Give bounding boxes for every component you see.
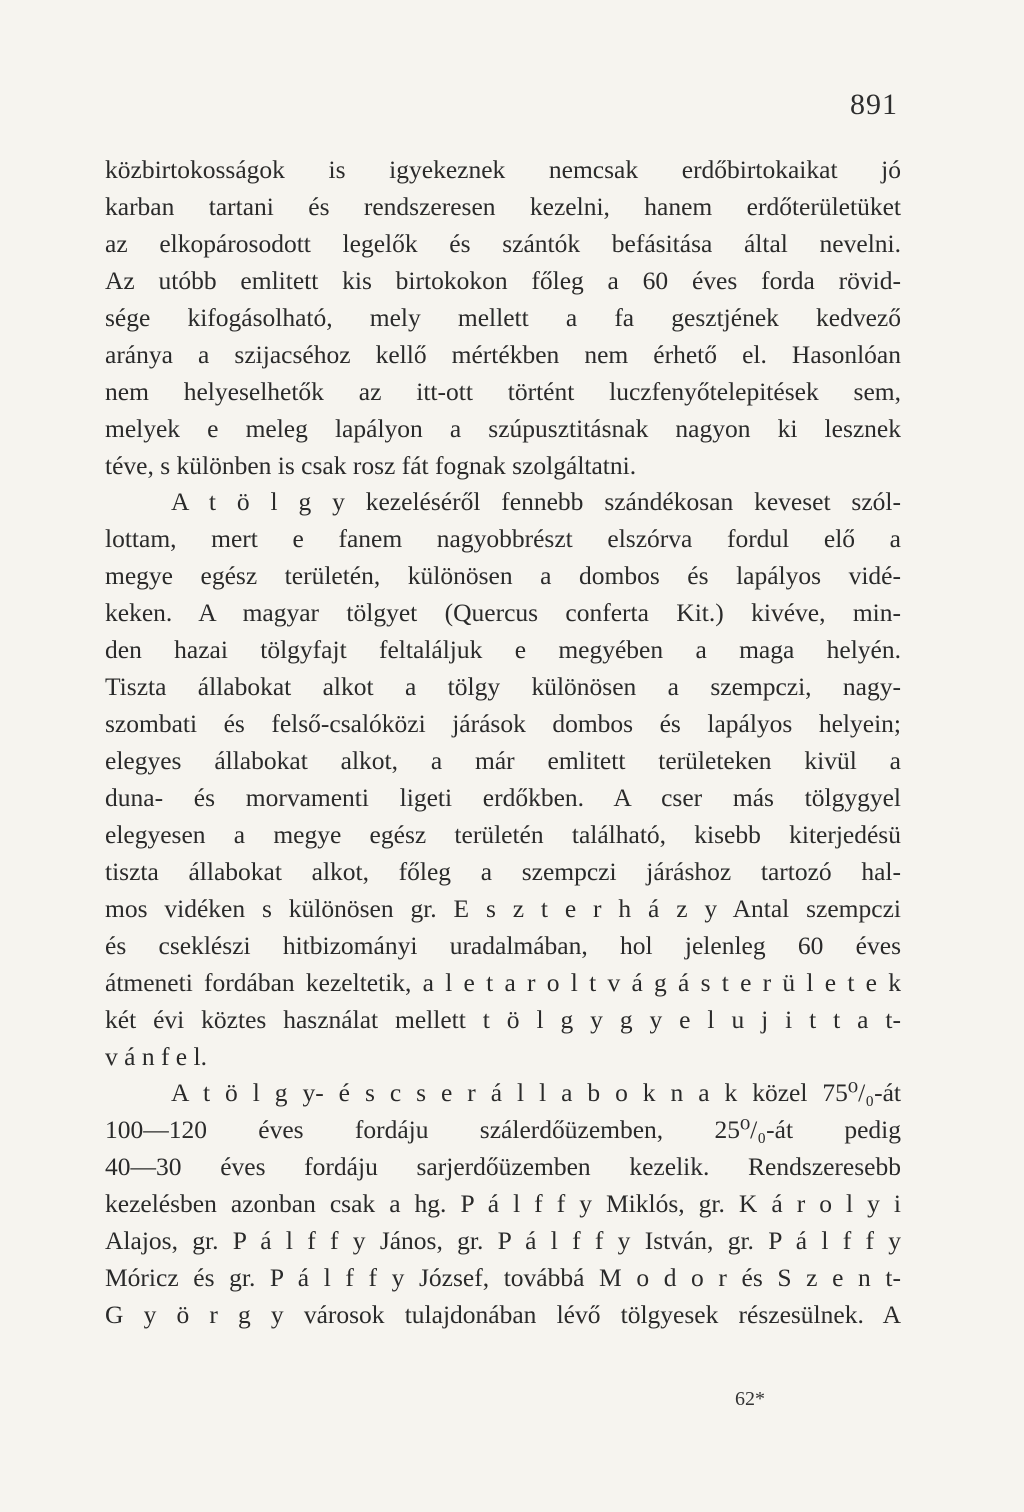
text-line: A t ö l g y kezeléséről fennebb szándékosan keveset szól- [171,487,901,517]
text-line: karban tartani és rendszeresen kezelni, hanem erdőterületüket [105,191,901,221]
text-line: elegyes állabokat alkot, a már emlitett területeken kivül a [105,746,901,775]
text-line: és cseklészi hitbizományi uradalmában, hol jelenleg 60 éves [105,930,901,960]
text-line: szombati és felső-csalóközi járások dombos és lapályos helyein; [105,709,901,739]
text-line: 100—120 éves fordáju szálerdőüzemben, 25⁰/₀-át pedig [105,1115,901,1145]
text-line: keken. A magyar tölgyet (Quercus conferta Kit.) kivéve, min- [105,598,901,628]
body-text [105,152,901,1334]
text-line: sége kifogásolható, mely mellett a fa gesztjének kedvező [105,302,901,332]
text-line: két évi köztes használat mellett t ö l g y g y e l u j i t t a t- [105,1004,901,1034]
text-line: nem helyeselhetők az itt-ott történt luczfenyőtelepitések sem, [105,376,901,406]
text-line: kezelésben azonban csak a hg. P á l f f y Miklós, gr. K á r o l y i [105,1189,901,1219]
text-line: megye egész területén, különösen a dombos és lapályos vidé- [105,561,901,591]
text-line: Móricz és gr. P á l f f y József, továbbá M o d o r és S z e n t- [105,1263,901,1293]
text-line: 40—30 éves fordáju sarjerdőüzemben kezelik. Rendszeresebb [105,1152,901,1182]
text-line: A t ö l g y- é s c s e r á l l a b o k n a k közel 75⁰/₀-át [171,1078,901,1108]
text-line: tiszta állabokat alkot, főleg a szempczi járáshoz tartozó hal- [105,856,901,886]
signature-mark: 62* [735,1388,765,1410]
text-line: v á n f e l. [105,1041,207,1071]
text-line: lottam, mert e fanem nagyobbrészt elszórva fordul elő a [105,524,901,554]
text-line: elegyesen a megye egész területén található, kisebb kiterjedésü [105,819,901,849]
text-line: Az utóbb emlitett kis birtokokon főleg a 60 éves forda rövid- [105,265,901,295]
text-line: Tiszta állabokat alkot a tölgy különösen a szempczi, nagy- [105,672,901,702]
text-line: G y ö r g y városok tulajdonában lévő tölgyesek részesülnek. A [105,1300,901,1330]
text-line: téve, s különben is csak rosz fát fognak szolgáltatni. [105,450,637,480]
text-line: duna- és morvamenti ligeti erdőkben. A cser más tölgygyel [105,782,901,812]
text-line: melyek e meleg lapályon a szúpusztitásnak nagyon ki lesznek [105,413,901,443]
text-line: mos vidéken s különösen gr. E s z t e r h á z y Antal szempczi [105,893,901,923]
text-line: den hazai tölgyfajt feltaláljuk e megyében a maga helyén. [105,635,901,665]
text-line: közbirtokosságok is igyekeznek nemcsak erdőbirtokaikat jó [105,155,901,184]
text-line: Alajos, gr. P á l f f y János, gr. P á l f f y István, gr. P á l f f y [105,1226,901,1256]
text-line: az elkopárosodott legelők és szántók befásitása által nevelni. [105,228,901,258]
page-number: 891 [850,88,898,121]
text-line: átmeneti fordában kezeltetik, a l e t a r o l t v á g á s t e r ü l e t e k [105,967,901,997]
text-line: aránya a szijacséhoz kellő mértékben nem érhető el. Hasonlóan [105,339,901,369]
